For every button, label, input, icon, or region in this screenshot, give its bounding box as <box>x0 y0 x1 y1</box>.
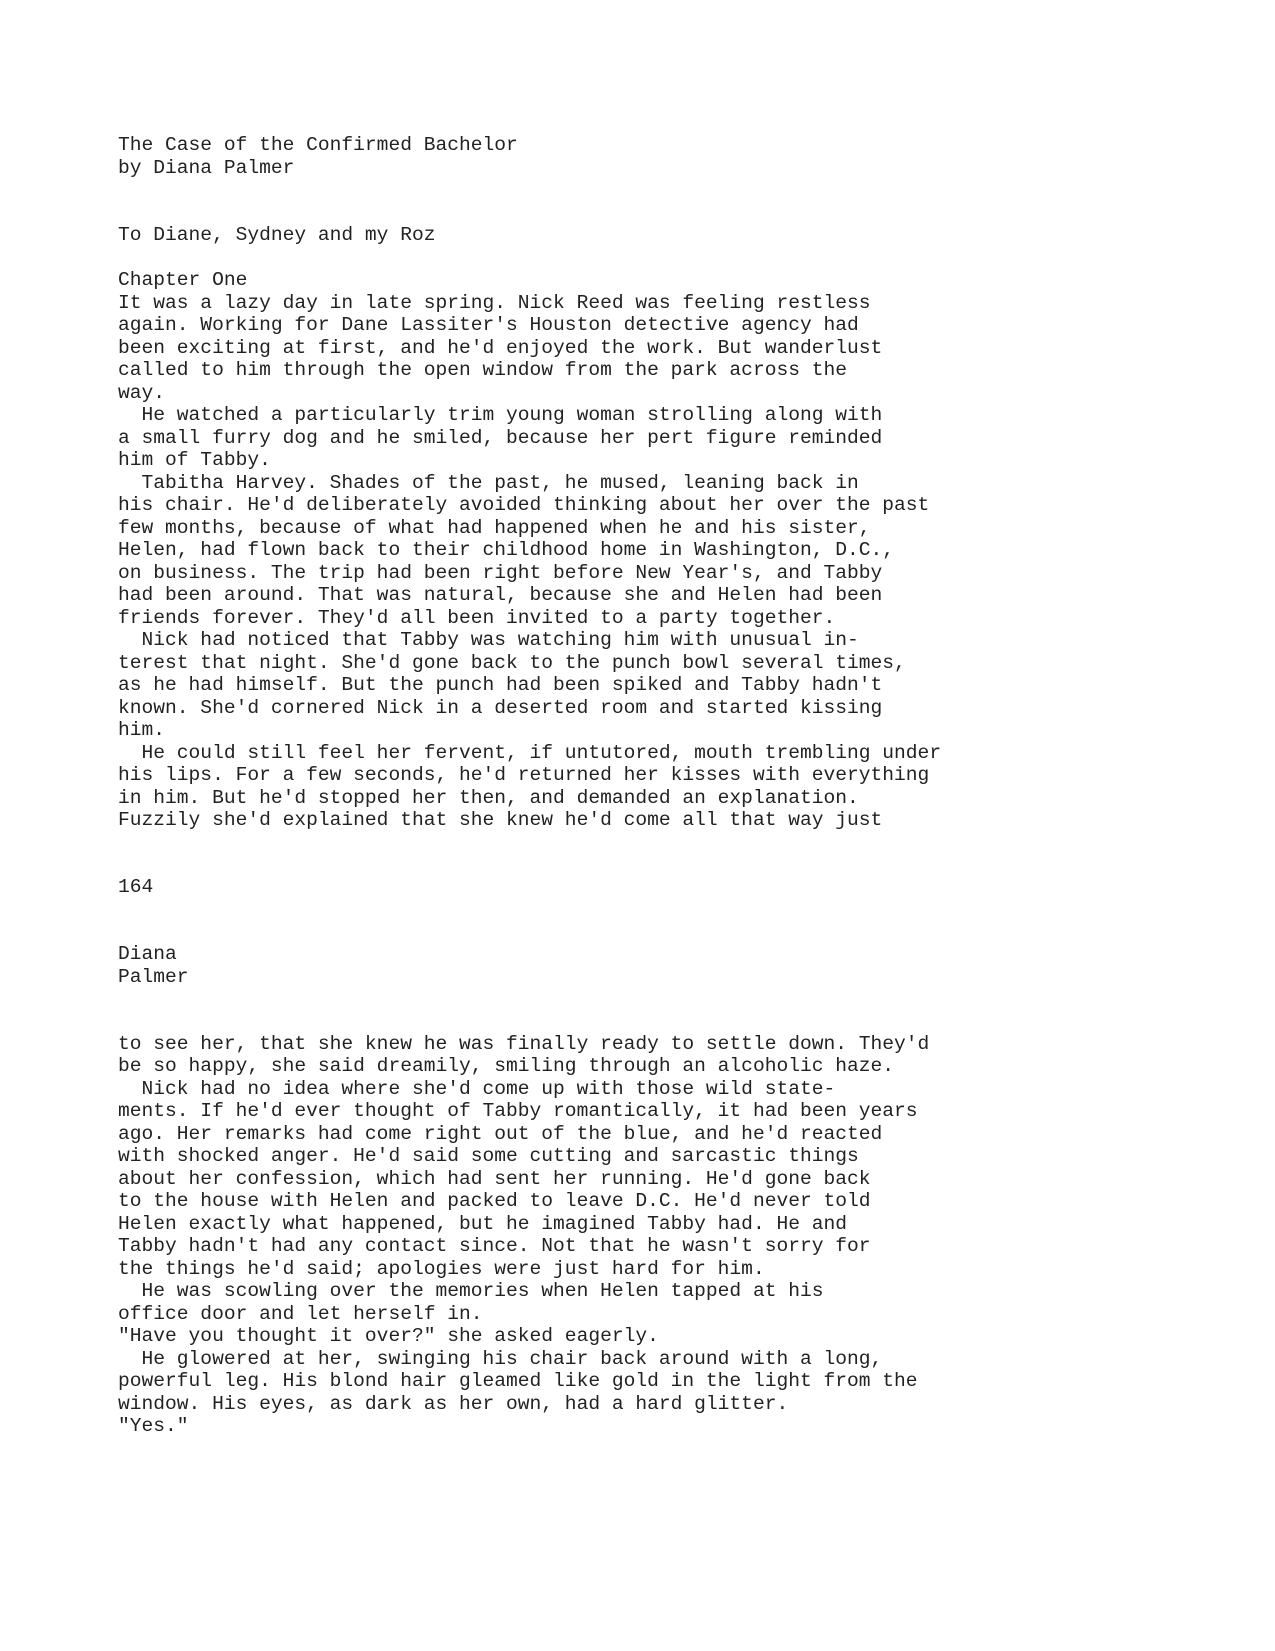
text-line: in him. But he'd stopped her then, and demanded an explanation. <box>118 787 859 809</box>
text-line: "Have you thought it over?" she asked eagerly. <box>118 1325 659 1347</box>
text-line: Fuzzily she'd explained that she knew he'd come all that way just <box>118 809 883 831</box>
running-header-author-first: Diana <box>118 943 177 965</box>
text-line: as he had himself. But the punch had been spiked and Tabby hadn't <box>118 674 883 696</box>
text-line: friends forever. They'd all been invited to a party together. <box>118 607 836 629</box>
text-line: way. <box>118 382 166 404</box>
text-line: few months, because of what had happened when he and his sister, <box>118 517 871 539</box>
text-line: about her confession, which had sent her running. He'd gone back <box>118 1168 871 1190</box>
text-line: He watched a particularly trim young woman strolling along with <box>118 404 883 426</box>
text-line: "Yes." <box>118 1415 189 1437</box>
book-byline: by Diana Palmer <box>118 157 295 179</box>
text-line: a small furry dog and he smiled, because her pert figure reminded <box>118 427 883 449</box>
text-line: terest that night. She'd gone back to the punch bowl several times, <box>118 652 906 674</box>
text-line: office door and let herself in. <box>118 1303 483 1325</box>
text-line: He was scowling over the memories when Helen tapped at his <box>118 1280 824 1302</box>
text-line: with shocked anger. He'd said some cutting and sarcastic things <box>118 1145 859 1167</box>
text-line: again. Working for Dane Lassiter's Houston detective agency had <box>118 314 859 336</box>
text-line: Helen exactly what happened, but he imagined Tabby had. He and <box>118 1213 848 1235</box>
text-line: had been around. That was natural, because she and Helen had been <box>118 584 883 606</box>
text-line: It was a lazy day in late spring. Nick Reed was feeling restless <box>118 292 871 314</box>
chapter-heading: Chapter One <box>118 269 248 291</box>
text-line: powerful leg. His blond hair gleamed like gold in the light from the <box>118 1370 918 1392</box>
text-line: window. His eyes, as dark as her own, had a hard glitter. <box>118 1393 789 1415</box>
document-page <box>118 0 1228 1651</box>
dedication: To Diane, Sydney and my Roz <box>118 224 436 246</box>
text-line: called to him through the open window from the park across the <box>118 359 848 381</box>
text-line: Nick had no idea where she'd come up with those wild state- <box>118 1078 836 1100</box>
running-header-author-last: Palmer <box>118 966 189 988</box>
text-line: He could still feel her fervent, if untutored, mouth trembling under <box>118 742 942 764</box>
text-line: been exciting at first, and he'd enjoyed the work. But wanderlust <box>118 337 883 359</box>
text-line: be so happy, she said dreamily, smiling through an alcoholic haze. <box>118 1055 895 1077</box>
text-line: ago. Her remarks had come right out of the blue, and he'd reacted <box>118 1123 883 1145</box>
text-line: the things he'd said; apologies were just hard for him. <box>118 1258 765 1280</box>
text-line: to see her, that she knew he was finally ready to settle down. They'd <box>118 1033 930 1055</box>
text-line: Tabitha Harvey. Shades of the past, he mused, leaning back in <box>118 472 859 494</box>
text-line: to the house with Helen and packed to leave D.C. He'd never told <box>118 1190 871 1212</box>
book-title: The Case of the Confirmed Bachelor <box>118 134 518 156</box>
text-line: Nick had noticed that Tabby was watching him with unusual in- <box>118 629 859 651</box>
text-line: Helen, had flown back to their childhood home in Washington, D.C., <box>118 539 895 561</box>
text-line: his lips. For a few seconds, he'd returned her kisses with everything <box>118 764 930 786</box>
text-line: ments. If he'd ever thought of Tabby romantically, it had been years <box>118 1100 918 1122</box>
text-line: him. <box>118 719 166 741</box>
text-line: He glowered at her, swinging his chair back around with a long, <box>118 1348 883 1370</box>
page-number: 164 <box>118 876 154 898</box>
text-line: known. She'd cornered Nick in a deserted room and started kissing <box>118 697 883 719</box>
text-line: Tabby hadn't had any contact since. Not that he wasn't sorry for <box>118 1235 871 1257</box>
text-line: him of Tabby. <box>118 449 271 471</box>
text-line: his chair. He'd deliberately avoided thinking about her over the past <box>118 494 930 516</box>
text-line: on business. The trip had been right before New Year's, and Tabby <box>118 562 883 584</box>
